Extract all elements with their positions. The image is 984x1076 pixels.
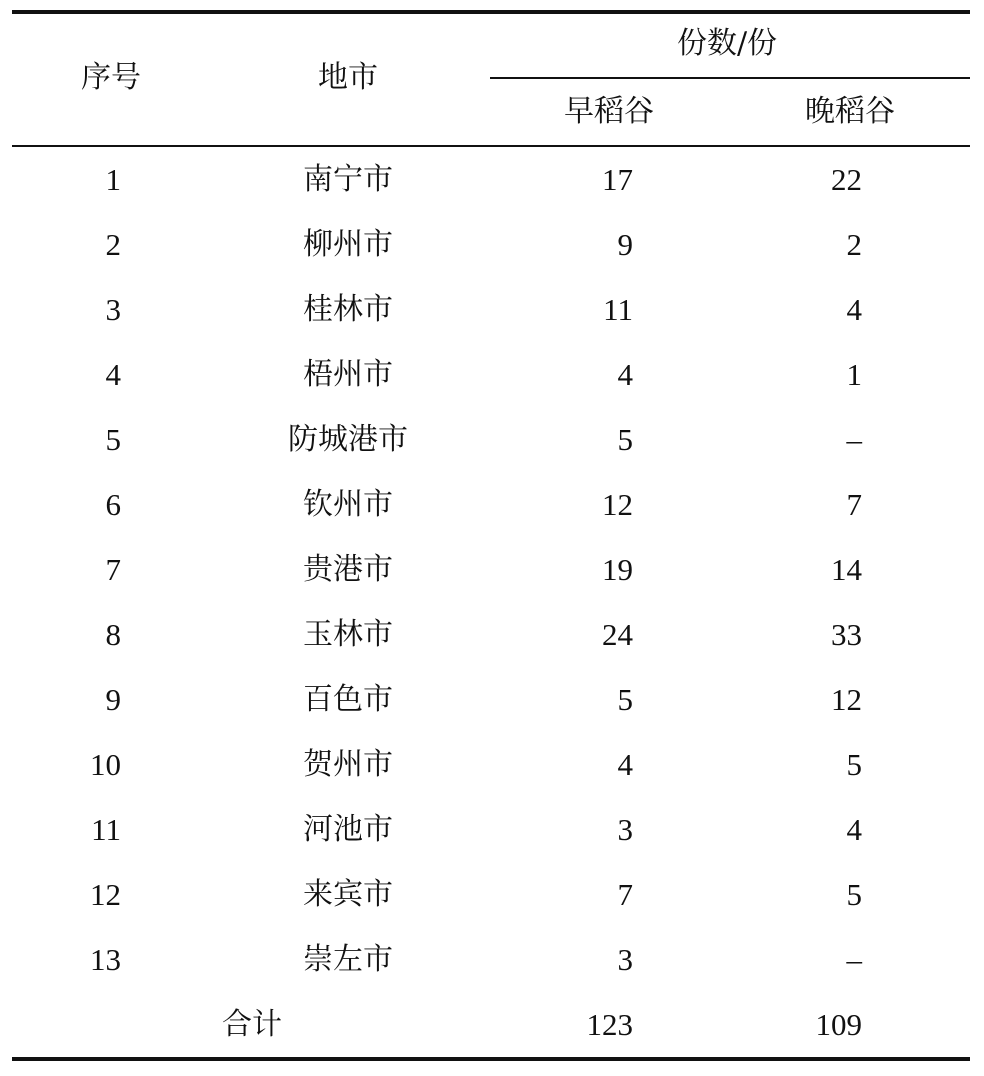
row-late-rice: 12 [831, 682, 862, 717]
table-bottom-rule [12, 1057, 970, 1061]
header-seq: 序号 [81, 60, 141, 95]
row-late-rice: 4 [846, 812, 862, 847]
total-late-rice: 109 [815, 1007, 862, 1042]
row-city: 贺州市 [303, 747, 393, 782]
row-early-rice: 3 [617, 812, 633, 847]
row-seq: 7 [105, 552, 121, 587]
header-bottom-rule [12, 145, 970, 147]
row-city: 玉林市 [303, 617, 393, 652]
row-city: 梧州市 [303, 357, 393, 392]
row-seq: 1 [105, 162, 121, 197]
total-early-rice: 123 [586, 1007, 633, 1042]
total-label: 合计 [222, 1007, 282, 1042]
row-late-rice: 1 [846, 357, 862, 392]
row-early-rice: 9 [617, 227, 633, 262]
row-city: 南宁市 [303, 162, 393, 197]
row-city: 崇左市 [303, 942, 393, 977]
row-city: 来宾市 [303, 877, 393, 912]
row-late-rice: 4 [846, 292, 862, 327]
row-early-rice: 24 [602, 617, 633, 652]
row-late-rice: 22 [831, 162, 862, 197]
row-city: 贵港市 [303, 552, 393, 587]
row-city: 钦州市 [303, 487, 393, 522]
header-city: 地市 [318, 60, 378, 95]
row-early-rice: 5 [617, 422, 633, 457]
row-seq: 12 [90, 877, 121, 912]
row-city: 柳州市 [303, 227, 393, 262]
header-early-rice: 早稻谷 [564, 94, 654, 129]
row-late-rice: 5 [846, 747, 862, 782]
header-late-rice: 晚稻谷 [805, 94, 895, 129]
row-seq: 2 [105, 227, 121, 262]
row-seq: 10 [90, 747, 121, 782]
row-late-rice: – [846, 422, 862, 457]
header-group-rule [490, 77, 970, 79]
row-city: 河池市 [303, 812, 393, 847]
row-early-rice: 19 [602, 552, 633, 587]
row-city: 百色市 [303, 682, 393, 717]
row-city: 防城港市 [288, 422, 408, 457]
row-seq: 6 [105, 487, 121, 522]
row-late-rice: 5 [846, 877, 862, 912]
row-late-rice: – [846, 942, 862, 977]
row-early-rice: 5 [617, 682, 633, 717]
row-late-rice: 2 [846, 227, 862, 262]
table-top-rule [12, 10, 970, 14]
row-early-rice: 11 [603, 292, 633, 327]
row-city: 桂林市 [303, 292, 393, 327]
row-seq: 8 [105, 617, 121, 652]
row-seq: 13 [90, 942, 121, 977]
row-early-rice: 17 [602, 162, 633, 197]
row-late-rice: 14 [831, 552, 862, 587]
row-seq: 4 [105, 357, 121, 392]
row-seq: 11 [91, 812, 121, 847]
row-seq: 5 [105, 422, 121, 457]
row-seq: 3 [105, 292, 121, 327]
row-late-rice: 7 [846, 487, 862, 522]
row-seq: 9 [105, 682, 121, 717]
row-early-rice: 7 [617, 877, 633, 912]
row-early-rice: 4 [617, 357, 633, 392]
row-early-rice: 4 [617, 747, 633, 782]
header-count-group: 份数/份 [676, 26, 778, 61]
row-early-rice: 12 [602, 487, 633, 522]
row-early-rice: 3 [617, 942, 633, 977]
row-late-rice: 33 [831, 617, 862, 652]
